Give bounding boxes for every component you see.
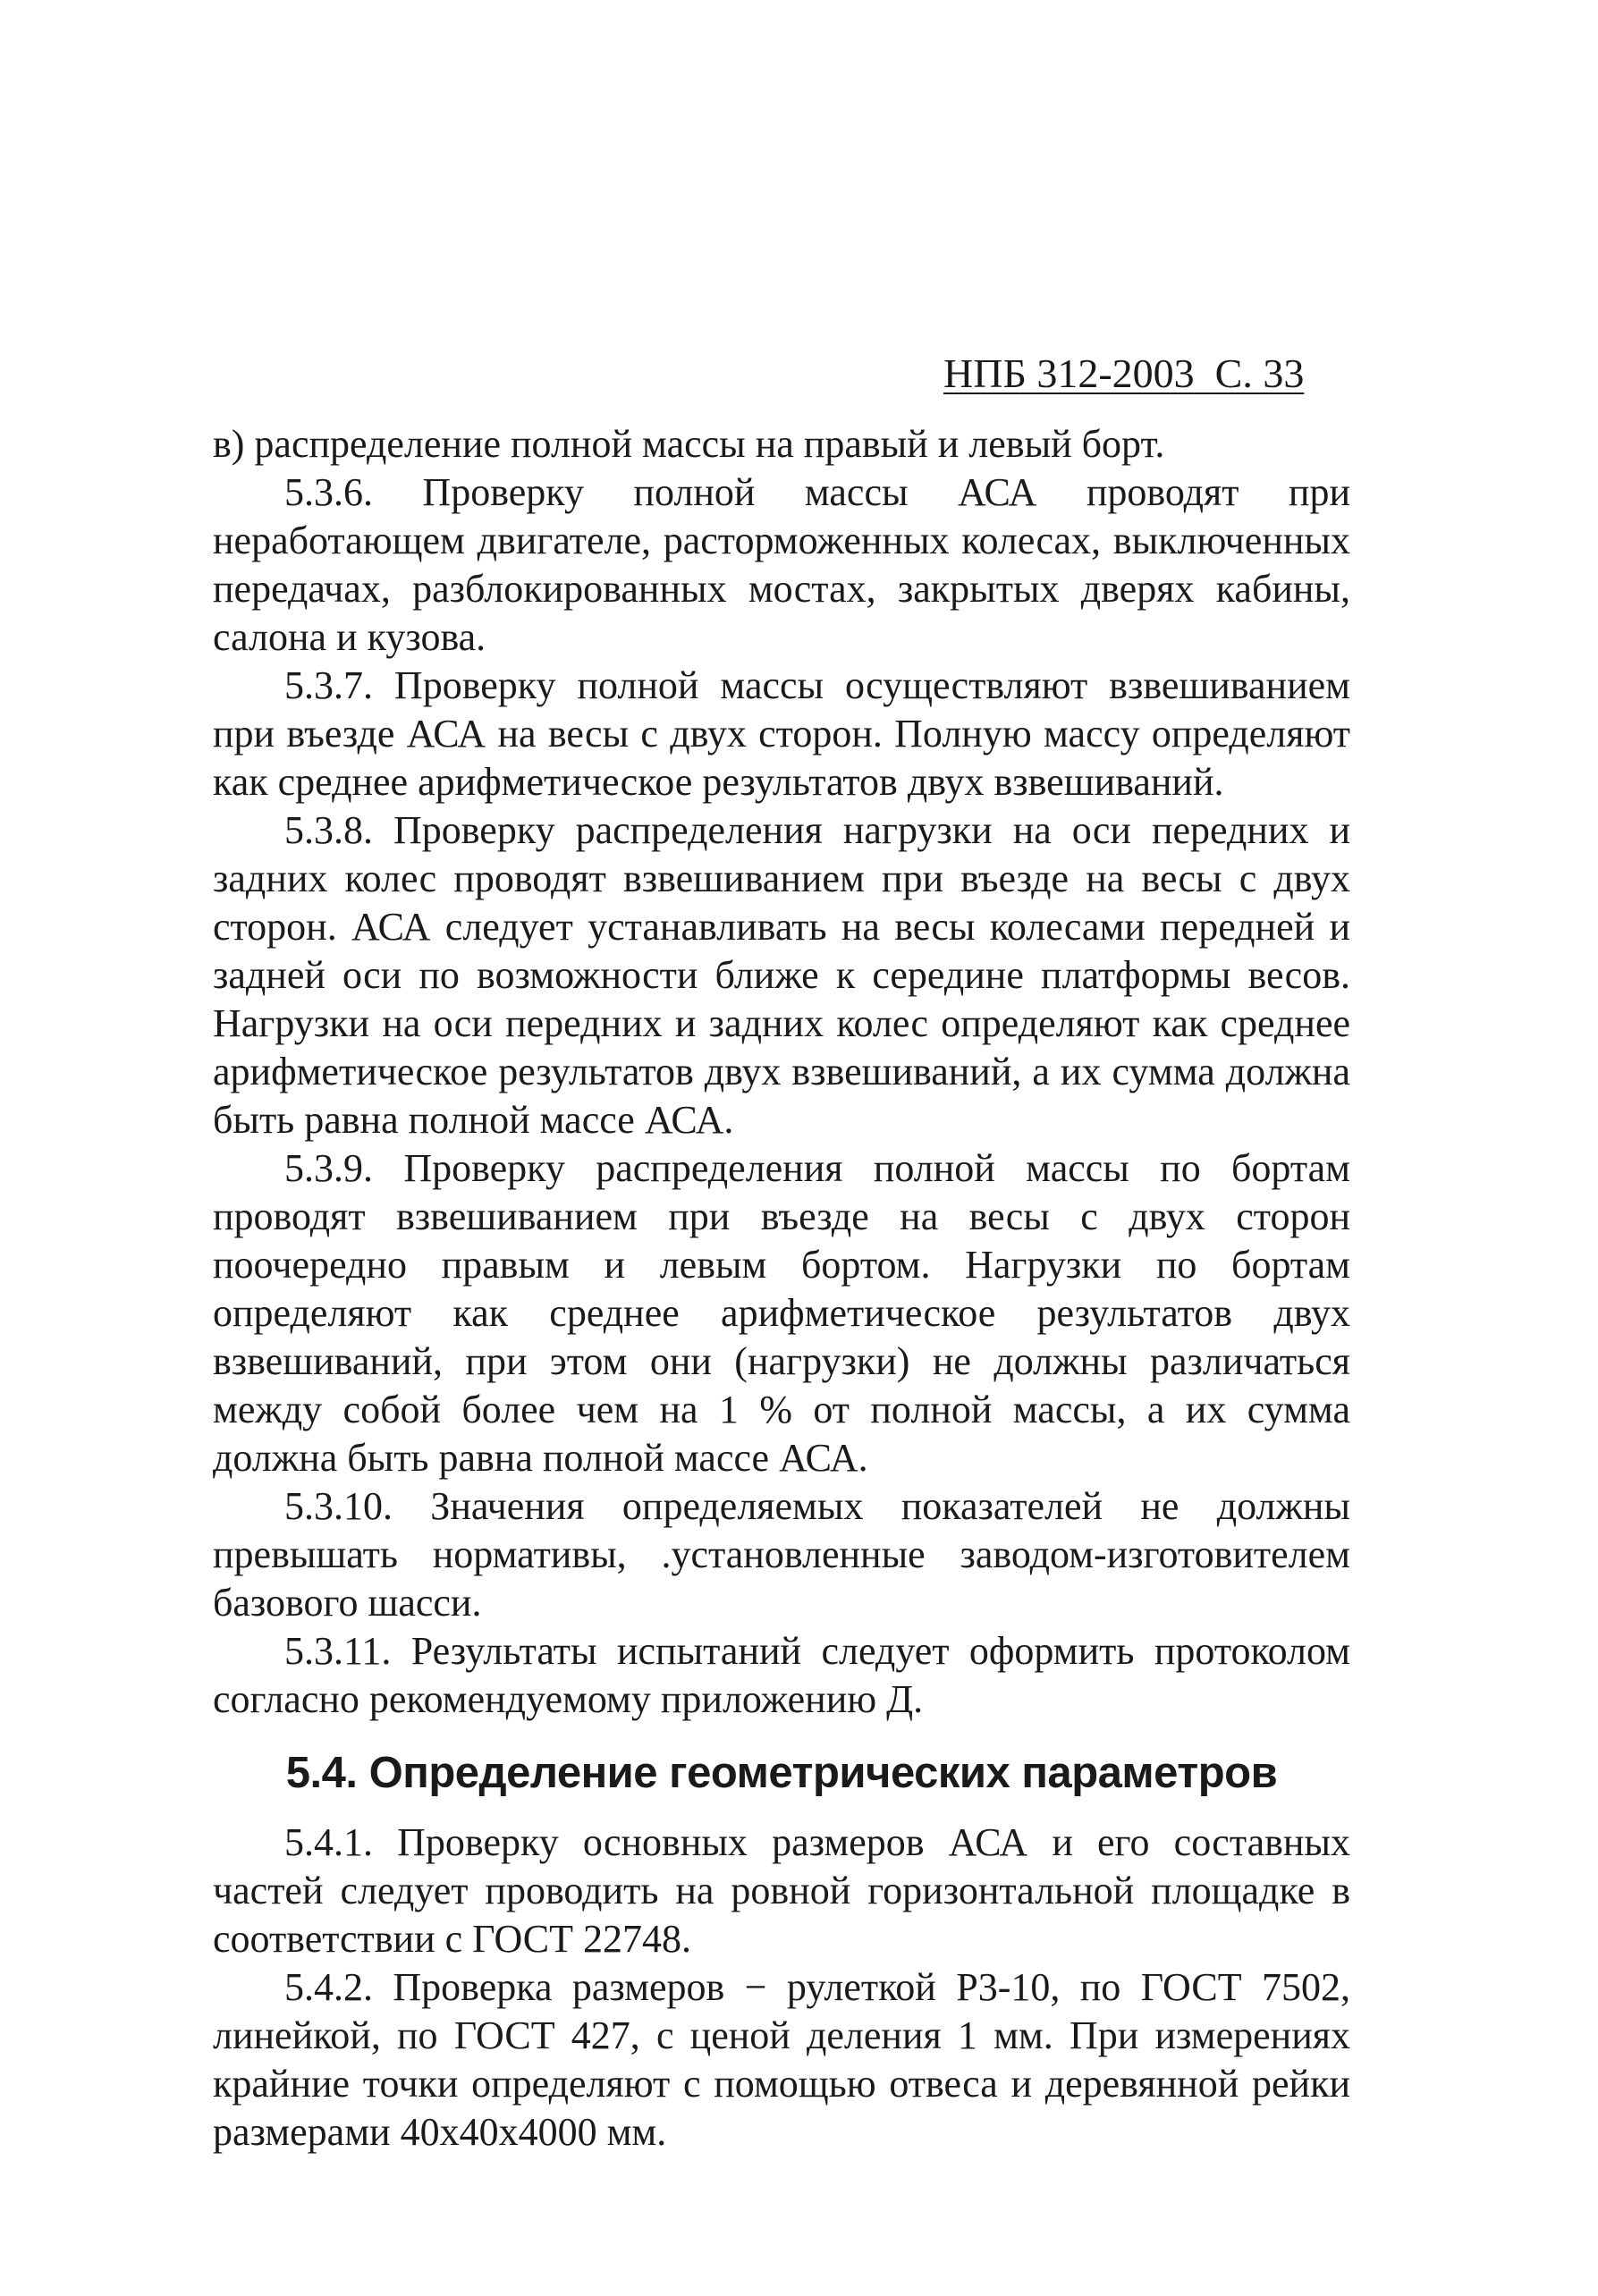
section-heading-5-4: 5.4. Определение геометрических параметров [285,1749,1278,1797]
page-number: С. 33 [1214,350,1305,396]
paragraph-5-4-2: 5.4.2. Проверка размеров − рулеткой Р3-10, по ГОСТ 7502, линейкой, по ГОСТ 427, с ценой деления 1 мм. При измерениях крайние точки определяют с помощью отвеса и деревянной рейки размерами 40х40х4000 мм. [213,1965,1350,2154]
paragraph-5-3-6: 5.3.6. Проверку полной массы АСА проводят при неработающем двигателе, расторможенных колесах, выключенных передачах, разблокированных мостах, закрытых дверях кабины, салона и кузова. [213,470,1350,659]
paragraph-5-3-7: 5.3.7. Проверку полной массы осуществляют взвешиванием при въезде АСА на весы с двух сторон. Полную массу определяют как среднее арифметическое результатов двух взвешиваний. [213,663,1350,804]
document-code: НПБ 312-2003 [943,350,1195,396]
paragraph-5-4-1: 5.4.1. Проверку основных размеров АСА и его составных частей следует проводить на ровной горизонтальной площадке в соответствии с ГОСТ 22748. [213,1820,1350,1961]
page-header [943,349,1304,399]
paragraph-5-3-11: 5.3.11. Результаты испытаний следует оформить протоколом согласно рекомендуемому приложению Д. [213,1629,1350,1721]
paragraph-5-3-10: 5.3.10. Значения определяемых показателей не должны превышать нормативы, .установленные заводом-изготовителем базового шасси. [213,1484,1350,1625]
paragraph-5-3-9: 5.3.9. Проверку распределения полной массы по бортам проводят взвешиванием при въезде на весы с двух сторон поочередно правым и левым бортом. Нагрузки по бортам определяют как среднее арифметическое результатов двух взвешиваний, при этом они (нагрузки) не должны различаться между собой более чем на 1 % от полной массы, а их сумма должна быть равна полной массе АСА. [213,1146,1350,1480]
paragraph-5-3-8: 5.3.8. Проверку распределения нагрузки на оси передних и задних колес проводят взвешиванием при въезде на весы с двух сторон. АСА следует устанавливать на весы колесами передней и задней оси по возможности ближе к середине платформы весов. Нагрузки на оси передних и задних колес определяют как среднее арифметическое результатов двух взвешиваний, а их сумма должна быть равна полной массе АСА. [213,808,1350,1142]
paragraph-item-v: в) распределение полной массы на правый и левый борт. [213,422,1165,466]
document-body [213,420,1350,2157]
